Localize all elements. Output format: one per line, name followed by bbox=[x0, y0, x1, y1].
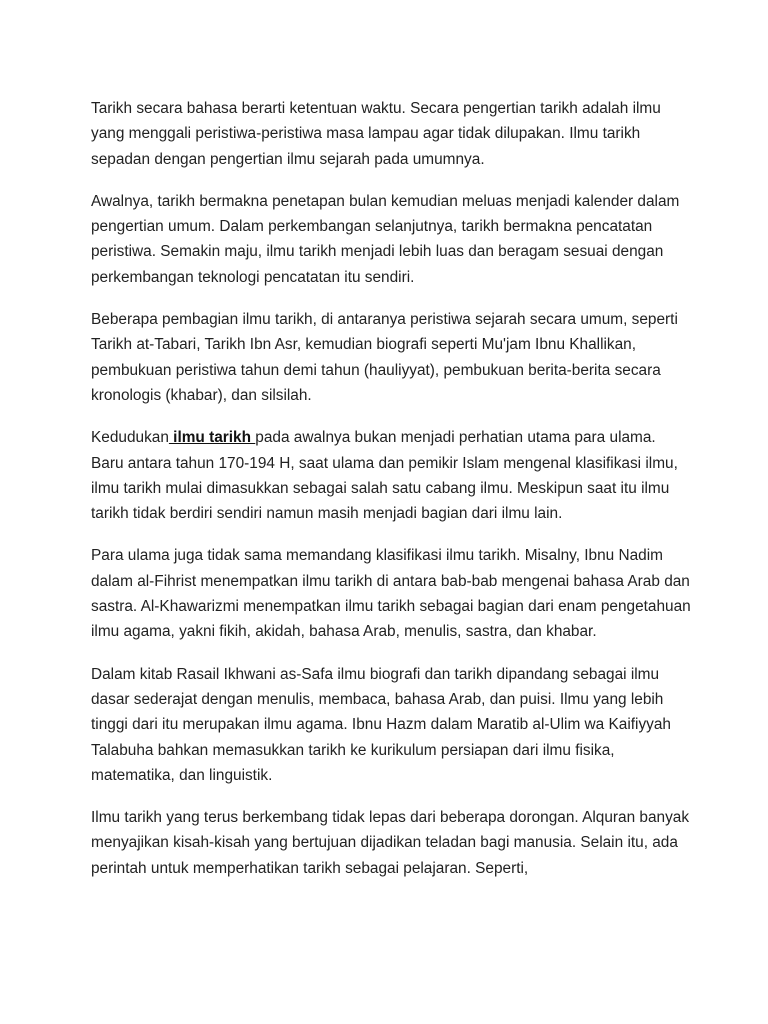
paragraph-5: Para ulama juga tidak sama memandang klasifikasi ilmu tarikh. Misalny, Ibnu Nadim dalam al-Fihrist menempatkan ilmu tarikh di antara bab-bab mengenai bahasa Arab dan sastra. Al-Khawarizmi menempatkan ilmu tarikh sebagai bagian dari enam pengetahuan ilmu agama, yakni fikih, akidah, bahasa Arab, menulis, sastra, dan khabar. bbox=[91, 547, 691, 641]
ilmu-tarikh-link[interactable]: ilmu tarikh bbox=[168, 429, 256, 447]
paragraph-7: Ilmu tarikh yang terus berkembang tidak lepas dari beberapa dorongan. Alquran banyak menyajikan kisah-kisah yang bertujuan dijadikan teladan bagi manusia. Selain itu, ada perintah untuk memperhatikan tarikh sebagai pelajaran. Seperti, bbox=[91, 809, 690, 877]
paragraph-4 bbox=[91, 425, 691, 526]
paragraph-1: Tarikh secara bahasa berarti ketentuan waktu. Secara pengertian tarikh adalah ilmu yang menggali peristiwa-peristiwa masa lampau agar tidak dilupakan. Ilmu tarikh sepadan dengan pengertian ilmu sejarah pada umumnya. bbox=[91, 100, 661, 168]
document-page bbox=[91, 96, 691, 898]
paragraph-3: Beberapa pembagian ilmu tarikh, di antaranya peristiwa sejarah secara umum, seperti Tarikh at-Tabari, Tarikh Ibn Asr, kemudian biografi seperti Mu'jam Ibnu Khallikan, pembukuan peristiwa tahun demi tahun (hauliyyat), pembukuan berita-berita secara kronologis (khabar), dan silsilah. bbox=[91, 311, 678, 404]
paragraph-4-lead: Kedudukan bbox=[91, 429, 169, 447]
paragraph-4-rest: pada awalnya bukan menjadi perhatian utama para ulama. Baru antara tahun 170-194 H, saat ulama dan pemikir Islam mengenal klasifikasi ilmu, ilmu tarikh mulai dimasukkan sebagai salah satu cabang ilmu. Meskipun saat itu ilmu tarikh tidak berdiri sendiri namun masih menjadi bagian dari ilmu lain. bbox=[91, 429, 678, 523]
paragraph-2: Awalnya, tarikh bermakna penetapan bulan kemudian meluas menjadi kalender dalam pengertian umum. Dalam perkembangan selanjutnya, tarikh bermakna pencatatan peristiwa. Semakin maju, ilmu tarikh menjadi lebih luas dan beragam sesuai dengan perkembangan teknologi pencatatan itu sendiri. bbox=[91, 192, 680, 286]
paragraph-6: Dalam kitab Rasail Ikhwani as-Safa ilmu biografi dan tarikh dipandang sebagai ilmu dasar sederajat dengan menulis, membaca, bahasa Arab, dan puisi. Ilmu yang lebih tinggi dari itu merupakan ilmu agama. Ibnu Hazm dalam Maratib al-Ulim wa Kaifiyyah Talabuha bahkan memasukkan tarikh ke kurikulum persiapan dari ilmu fisika, matematika, dan linguistik. bbox=[91, 665, 671, 784]
